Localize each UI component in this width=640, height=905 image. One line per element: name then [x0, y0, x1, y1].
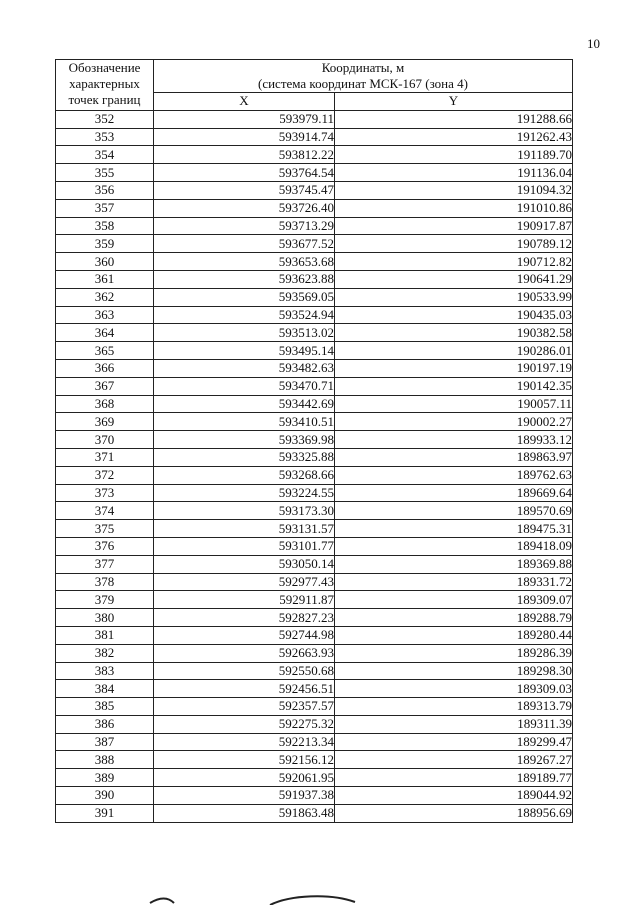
table-row: [56, 715, 573, 733]
y-coordinate-cell: 190533.99: [335, 288, 573, 306]
y-coordinate-cell: 189570.69: [335, 502, 573, 520]
x-coordinate-cell: 593482.63: [154, 359, 335, 377]
x-coordinate-cell: 592061.95: [154, 769, 335, 787]
table-row: [56, 253, 573, 271]
point-number-cell: 361: [56, 270, 154, 288]
y-coordinate-cell: 191262.43: [335, 128, 573, 146]
y-coordinate-cell: 190917.87: [335, 217, 573, 235]
y-coordinate-cell: 189369.88: [335, 555, 573, 573]
x-coordinate-cell: 591937.38: [154, 787, 335, 805]
point-number-cell: 375: [56, 520, 154, 538]
point-number-cell: 372: [56, 466, 154, 484]
y-coordinate-cell: 189933.12: [335, 431, 573, 449]
y-coordinate-cell: 191288.66: [335, 110, 573, 128]
y-coordinate-cell: 189288.79: [335, 609, 573, 627]
y-coordinate-cell: 190286.01: [335, 342, 573, 360]
x-coordinate-cell: 592275.32: [154, 715, 335, 733]
table-row: [56, 270, 573, 288]
table-row: [56, 146, 573, 164]
x-coordinate-cell: 593764.54: [154, 164, 335, 182]
y-coordinate-cell: 189280.44: [335, 626, 573, 644]
table-row: [56, 537, 573, 555]
y-coordinate-cell: 189267.27: [335, 751, 573, 769]
y-coordinate-cell: 191010.86: [335, 199, 573, 217]
coordinates-title: Координаты, м: [321, 60, 405, 75]
point-number-cell: 353: [56, 128, 154, 146]
point-number-cell: 354: [56, 146, 154, 164]
table-row: [56, 680, 573, 698]
point-number-cell: 352: [56, 110, 154, 128]
point-number-cell: 383: [56, 662, 154, 680]
point-number-cell: 370: [56, 431, 154, 449]
point-number-cell: 378: [56, 573, 154, 591]
table-row: [56, 520, 573, 538]
x-coordinate-cell: 593495.14: [154, 342, 335, 360]
table-row: [56, 448, 573, 466]
point-number-cell: 387: [56, 733, 154, 751]
x-coordinate-cell: 593623.88: [154, 270, 335, 288]
point-designation-header: [56, 60, 154, 111]
point-number-cell: 371: [56, 448, 154, 466]
table-row: [56, 306, 573, 324]
x-coordinate-cell: 593677.52: [154, 235, 335, 253]
page-number: 10: [587, 36, 600, 51]
table-row: [56, 359, 573, 377]
y-coordinate-cell: 189863.97: [335, 448, 573, 466]
coordinate-system-label: (система координат МСК-167 (зона 4): [258, 76, 468, 91]
x-column-header: X: [154, 93, 335, 111]
point-number-cell: 376: [56, 537, 154, 555]
x-coordinate-cell: 593050.14: [154, 555, 335, 573]
x-coordinate-cell: 593224.55: [154, 484, 335, 502]
y-coordinate-cell: 189309.03: [335, 680, 573, 698]
table-row: [56, 413, 573, 431]
y-coordinate-cell: 189313.79: [335, 698, 573, 716]
table-row: [56, 235, 573, 253]
y-coordinate-cell: 189669.64: [335, 484, 573, 502]
table-header: [56, 60, 573, 111]
y-coordinate-cell: 191094.32: [335, 181, 573, 199]
table-row: [56, 804, 573, 822]
table-row: [56, 769, 573, 787]
y-coordinate-cell: 190435.03: [335, 306, 573, 324]
table-row: [56, 484, 573, 502]
point-header-line-3: точек границ: [68, 92, 141, 107]
point-number-cell: 356: [56, 181, 154, 199]
y-coordinate-cell: 190712.82: [335, 253, 573, 271]
x-coordinate-cell: 593653.68: [154, 253, 335, 271]
point-number-cell: 364: [56, 324, 154, 342]
table-row: [56, 698, 573, 716]
x-coordinate-cell: 592550.68: [154, 662, 335, 680]
point-number-cell: 355: [56, 164, 154, 182]
x-coordinate-cell: 593101.77: [154, 537, 335, 555]
x-coordinate-cell: 592663.93: [154, 644, 335, 662]
point-number-cell: 366: [56, 359, 154, 377]
table-row: [56, 626, 573, 644]
x-coordinate-cell: 593979.11: [154, 110, 335, 128]
point-header-line-2: характерных: [69, 76, 140, 91]
x-coordinate-cell: 591863.48: [154, 804, 335, 822]
y-coordinate-cell: 189298.30: [335, 662, 573, 680]
point-number-cell: 380: [56, 609, 154, 627]
y-coordinate-cell: 190789.12: [335, 235, 573, 253]
point-number-cell: 365: [56, 342, 154, 360]
x-coordinate-cell: 593726.40: [154, 199, 335, 217]
point-number-cell: 390: [56, 787, 154, 805]
point-number-cell: 384: [56, 680, 154, 698]
y-coordinate-cell: 189309.07: [335, 591, 573, 609]
y-coordinate-cell: 189044.92: [335, 787, 573, 805]
point-number-cell: 360: [56, 253, 154, 271]
y-coordinate-cell: 190142.35: [335, 377, 573, 395]
point-number-cell: 389: [56, 769, 154, 787]
table-row: [56, 591, 573, 609]
point-number-cell: 374: [56, 502, 154, 520]
x-coordinate-cell: 593470.71: [154, 377, 335, 395]
y-coordinate-cell: 189311.39: [335, 715, 573, 733]
table-row: [56, 164, 573, 182]
table-row: [56, 431, 573, 449]
table-row: [56, 573, 573, 591]
point-number-cell: 369: [56, 413, 154, 431]
x-coordinate-cell: 592213.34: [154, 733, 335, 751]
signature-mark: [140, 893, 500, 905]
x-coordinate-cell: 592156.12: [154, 751, 335, 769]
x-coordinate-cell: 592911.87: [154, 591, 335, 609]
y-coordinate-cell: 189299.47: [335, 733, 573, 751]
y-coordinate-cell: 190382.58: [335, 324, 573, 342]
x-coordinate-cell: 593369.98: [154, 431, 335, 449]
x-coordinate-cell: 592977.43: [154, 573, 335, 591]
y-coordinate-cell: 190002.27: [335, 413, 573, 431]
x-coordinate-cell: 593524.94: [154, 306, 335, 324]
table-row: [56, 342, 573, 360]
x-coordinate-cell: 593173.30: [154, 502, 335, 520]
y-coordinate-cell: 188956.69: [335, 804, 573, 822]
y-coordinate-cell: 189189.77: [335, 769, 573, 787]
y-coordinate-cell: 190641.29: [335, 270, 573, 288]
point-number-cell: 368: [56, 395, 154, 413]
table-row: [56, 466, 573, 484]
y-coordinate-cell: 191136.04: [335, 164, 573, 182]
table-row: [56, 395, 573, 413]
x-coordinate-cell: 593745.47: [154, 181, 335, 199]
y-coordinate-cell: 189331.72: [335, 573, 573, 591]
coordinates-header: [154, 60, 573, 93]
table-row: [56, 609, 573, 627]
table-row: [56, 502, 573, 520]
point-number-cell: 381: [56, 626, 154, 644]
y-coordinate-cell: 189286.39: [335, 644, 573, 662]
y-coordinate-cell: 189418.09: [335, 537, 573, 555]
x-coordinate-cell: 593410.51: [154, 413, 335, 431]
table-row: [56, 181, 573, 199]
table-row: [56, 199, 573, 217]
y-coordinate-cell: 190197.19: [335, 359, 573, 377]
table-body: [56, 110, 573, 822]
table-row: [56, 110, 573, 128]
table-row: [56, 288, 573, 306]
table-row: [56, 733, 573, 751]
table-row: [56, 644, 573, 662]
table-row: [56, 787, 573, 805]
table-row: [56, 377, 573, 395]
point-number-cell: 373: [56, 484, 154, 502]
x-coordinate-cell: 593569.05: [154, 288, 335, 306]
point-number-cell: 382: [56, 644, 154, 662]
table-row: [56, 555, 573, 573]
x-coordinate-cell: 593131.57: [154, 520, 335, 538]
y-coordinate-cell: 189475.31: [335, 520, 573, 538]
x-coordinate-cell: 592827.23: [154, 609, 335, 627]
table-row: [56, 662, 573, 680]
point-number-cell: 379: [56, 591, 154, 609]
point-number-cell: 357: [56, 199, 154, 217]
x-coordinate-cell: 593325.88: [154, 448, 335, 466]
point-number-cell: 363: [56, 306, 154, 324]
x-coordinate-cell: 593442.69: [154, 395, 335, 413]
x-coordinate-cell: 593812.22: [154, 146, 335, 164]
x-coordinate-cell: 592357.57: [154, 698, 335, 716]
point-number-cell: 377: [56, 555, 154, 573]
table-row: [56, 751, 573, 769]
table-row: [56, 128, 573, 146]
point-number-cell: 388: [56, 751, 154, 769]
x-coordinate-cell: 592744.98: [154, 626, 335, 644]
point-number-cell: 386: [56, 715, 154, 733]
point-number-cell: 358: [56, 217, 154, 235]
x-coordinate-cell: 593513.02: [154, 324, 335, 342]
point-number-cell: 391: [56, 804, 154, 822]
point-number-cell: 385: [56, 698, 154, 716]
point-header-line-1: Обозначение: [68, 60, 141, 75]
y-coordinate-cell: 190057.11: [335, 395, 573, 413]
point-number-cell: 362: [56, 288, 154, 306]
point-number-cell: 367: [56, 377, 154, 395]
x-coordinate-cell: 592456.51: [154, 680, 335, 698]
point-number-cell: 359: [56, 235, 154, 253]
y-coordinate-cell: 191189.70: [335, 146, 573, 164]
y-coordinate-cell: 189762.63: [335, 466, 573, 484]
x-coordinate-cell: 593713.29: [154, 217, 335, 235]
table-row: [56, 217, 573, 235]
x-coordinate-cell: 593914.74: [154, 128, 335, 146]
y-column-header: Y: [335, 93, 573, 111]
x-coordinate-cell: 593268.66: [154, 466, 335, 484]
table-row: [56, 324, 573, 342]
coordinates-table: [55, 59, 573, 823]
